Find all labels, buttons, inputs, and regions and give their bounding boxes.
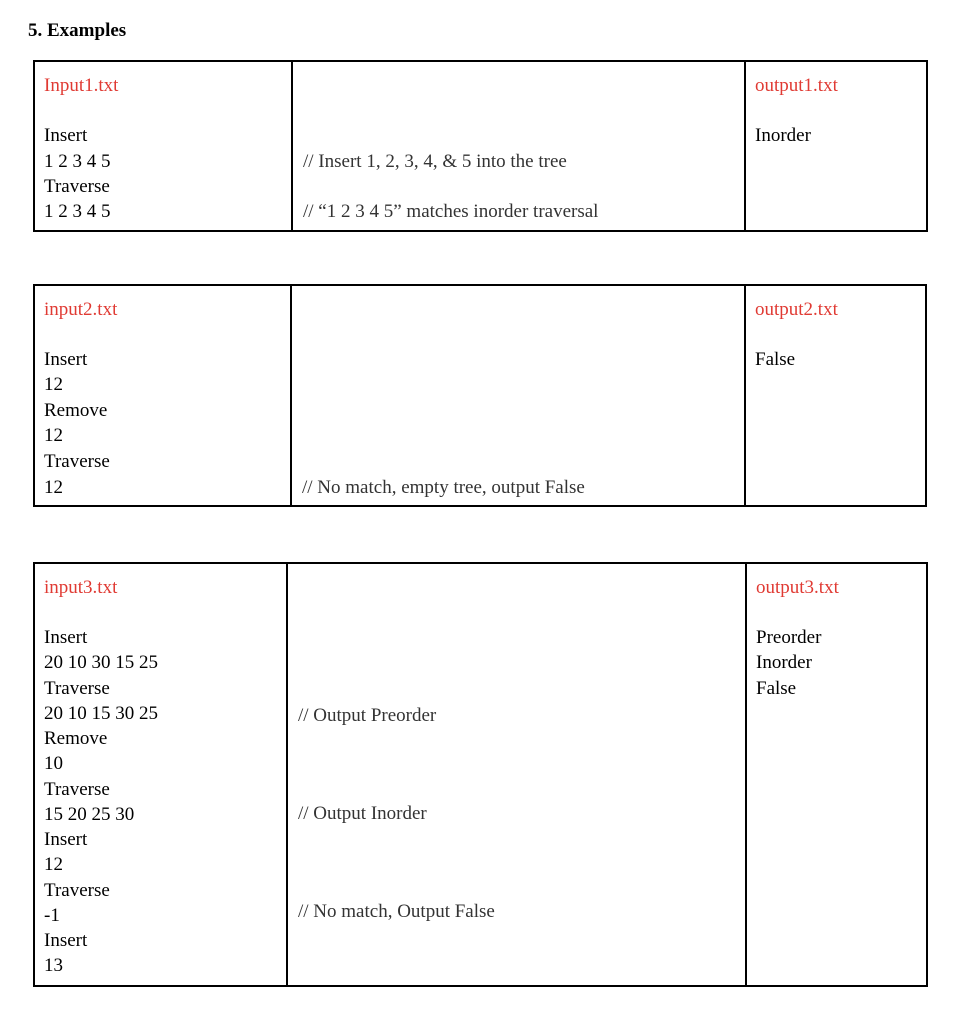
comment-line: // No match, empty tree, output False	[302, 477, 585, 498]
input-line: Insert	[44, 930, 88, 951]
input-cell	[35, 286, 290, 505]
input-line: Traverse	[44, 176, 110, 197]
input-line: Traverse	[44, 779, 110, 800]
comment-cell	[291, 62, 746, 230]
input-line: -1	[44, 905, 60, 926]
input-line: Traverse	[44, 880, 110, 901]
input-line: 12	[44, 854, 63, 875]
input-line: Traverse	[44, 678, 110, 699]
input-line: Remove	[44, 728, 108, 749]
comment-line: // “1 2 3 4 5” matches inorder traversal	[303, 201, 599, 222]
output-line: Preorder	[756, 627, 822, 648]
output-line: Inorder	[755, 125, 811, 146]
input-line: Traverse	[44, 451, 110, 472]
output-file-name: output1.txt	[755, 75, 838, 96]
input-line: Insert	[44, 627, 88, 648]
output-line: Inorder	[756, 652, 812, 673]
input-line: 1 2 3 4 5	[44, 201, 111, 222]
example-1-table	[33, 60, 928, 232]
input-line: 13	[44, 955, 63, 976]
output-cell	[746, 62, 926, 230]
comment-line: // Insert 1, 2, 3, 4, & 5 into the tree	[303, 151, 567, 172]
input-line: 20 10 15 30 25	[44, 703, 158, 724]
input-file-name: Input1.txt	[44, 75, 119, 96]
input-file-name: input2.txt	[44, 299, 118, 320]
example-2-table	[33, 284, 927, 507]
output-line: False	[755, 349, 796, 370]
input-line: 10	[44, 753, 63, 774]
input-file-name: input3.txt	[44, 577, 118, 598]
output-cell	[747, 564, 926, 985]
example-3-table	[33, 562, 928, 987]
input-line: Insert	[44, 349, 88, 370]
comment-line: // Output Preorder	[298, 705, 437, 726]
input-line: 12	[44, 425, 63, 446]
input-line: Insert	[44, 829, 88, 850]
input-line: Insert	[44, 125, 88, 146]
input-line: 15 20 25 30	[44, 804, 135, 825]
input-line: 12	[44, 374, 63, 395]
input-line: 1 2 3 4 5	[44, 151, 111, 172]
input-line: Remove	[44, 400, 108, 421]
section-heading: 5. Examples	[28, 20, 127, 41]
input-cell	[35, 564, 286, 985]
comment-line: // Output Inorder	[298, 803, 427, 824]
comment-cell	[290, 286, 746, 505]
output-file-name: output2.txt	[755, 299, 838, 320]
comment-line: // No match, Output False	[298, 901, 495, 922]
output-file-name: output3.txt	[756, 577, 839, 598]
input-line: 12	[44, 477, 63, 498]
output-cell	[746, 286, 925, 505]
comment-cell	[286, 564, 747, 985]
output-line: False	[756, 678, 797, 699]
input-line: 20 10 30 15 25	[44, 652, 158, 673]
input-cell	[35, 62, 291, 230]
